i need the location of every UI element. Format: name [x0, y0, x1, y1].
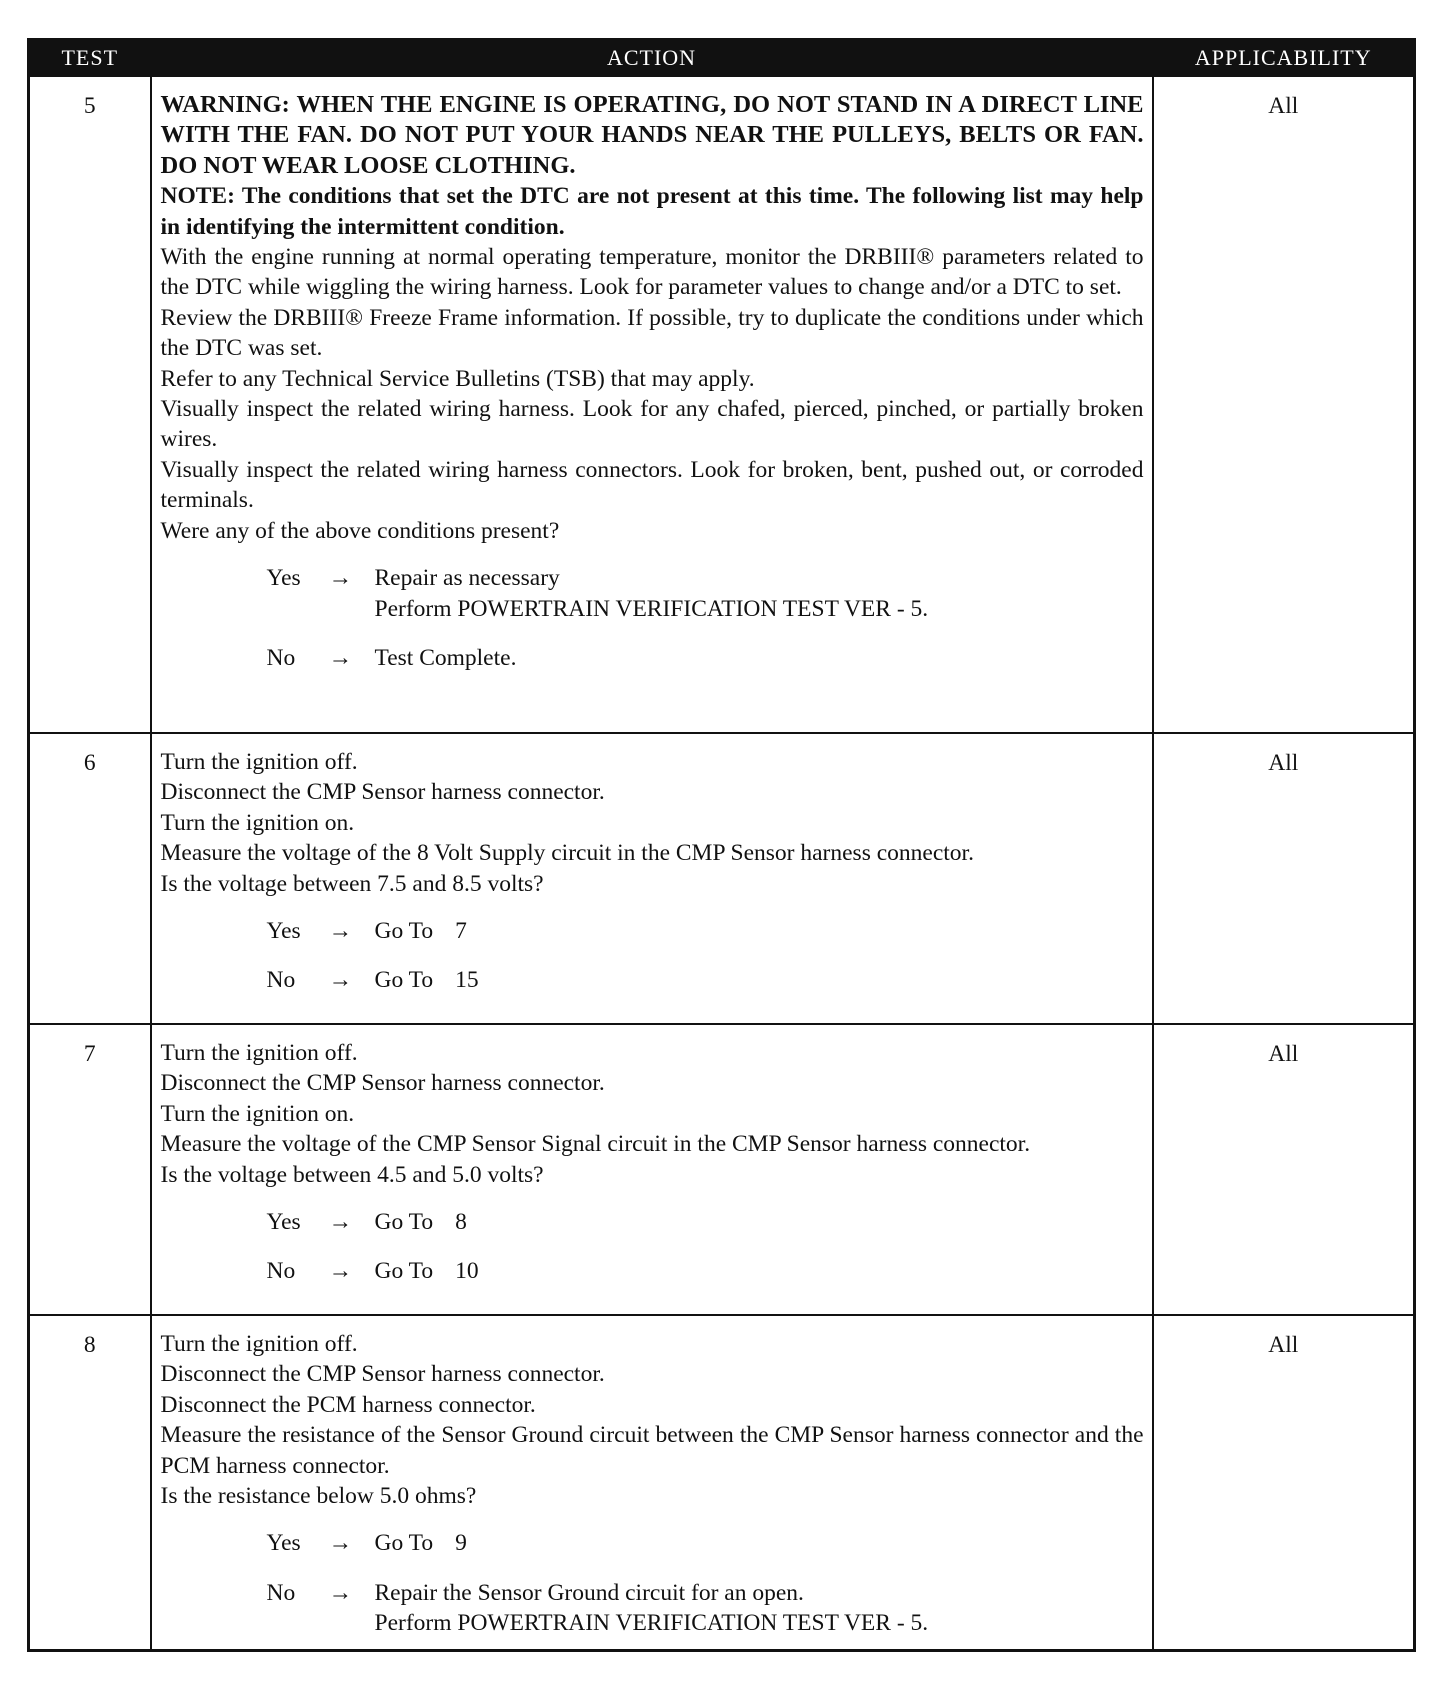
goto-label: Go To [374, 1258, 434, 1285]
goto-test-number: 8 [455, 1209, 467, 1236]
no-label: No [266, 1258, 296, 1285]
table-header-row [29, 40, 1415, 77]
no-result [375, 643, 517, 673]
applicability-value: All [1153, 733, 1415, 1024]
applicability-value: All [1153, 1315, 1415, 1651]
yes-answer [267, 1528, 1144, 1558]
yes-answer [267, 916, 1144, 946]
no-result [375, 1578, 929, 1639]
action-step: Disconnect the CMP Sensor harness connector. [160, 1361, 605, 1388]
goto-label: Go To [374, 967, 434, 994]
no-label: No [266, 1579, 296, 1606]
action-step: Disconnect the CMP Sensor harness connector. [160, 779, 605, 806]
action-step: Turn the ignition on. [160, 1100, 355, 1127]
no-label: No [266, 644, 296, 671]
table-row [29, 76, 1415, 733]
action-step: Visually inspect the related wiring harness connectors. Look for broken, bent, pushed out, or corroded terminals. [160, 456, 1144, 514]
right-arrow-icon: → [328, 967, 352, 994]
warning-text: WARNING: WHEN THE ENGINE IS OPERATING, DO NOT STAND IN A DIRECT LINE WITH THE FAN. DO NOT PUT YOUR HANDS NEAR THE PULLEYS, BELTS OR FAN. DO NOT WEAR LOOSE CLOTHING. [160, 91, 1144, 179]
action-step: Visually inspect the related wiring harness. Look for any chafed, pierced, pinched, or partially broken wires. [160, 396, 1144, 453]
yes-answer [267, 1207, 1144, 1237]
action-step: Turn the ignition on. [160, 809, 355, 836]
goto-test-number: 9 [455, 1530, 467, 1557]
header-test: TEST [29, 40, 151, 77]
action-step: Measure the voltage of the CMP Sensor Signal circuit in the CMP Sensor harness connector. [160, 1131, 1031, 1158]
applicability-value: All [1153, 76, 1415, 733]
action-cell [151, 733, 1153, 1024]
test-number: 6 [29, 733, 151, 1024]
no-result-line: Repair the Sensor Ground circuit for an open. [374, 1579, 804, 1606]
action-cell [151, 76, 1153, 733]
no-result-line: Perform POWERTRAIN VERIFICATION TEST VER - 5. [374, 1610, 929, 1637]
answer-list [267, 1207, 1144, 1287]
header-applicability: APPLICABILITY [1153, 40, 1415, 77]
no-answer [267, 965, 1144, 995]
diagnostic-test-table [27, 38, 1416, 1652]
yes-result [375, 1528, 467, 1558]
action-step: Disconnect the PCM harness connector. [160, 1391, 536, 1418]
goto-label: Go To [374, 1209, 434, 1236]
test-number: 8 [29, 1315, 151, 1651]
answer-list [267, 563, 1144, 673]
yes-label: Yes [266, 918, 301, 945]
goto-label: Go To [374, 918, 434, 945]
yes-answer [267, 563, 1144, 624]
right-arrow-icon: → [328, 1258, 352, 1285]
answer-list [267, 1528, 1144, 1638]
action-step: Turn the ignition off. [160, 749, 358, 775]
right-arrow-icon: → [328, 1579, 352, 1606]
test-number: 7 [29, 1024, 151, 1315]
right-arrow-icon: → [328, 1530, 352, 1557]
table-row [29, 1315, 1415, 1651]
test-number: 5 [29, 76, 151, 733]
no-answer [267, 1578, 1144, 1639]
right-arrow-icon: → [328, 644, 352, 671]
applicability-value: All [1153, 1024, 1415, 1315]
action-step: Disconnect the CMP Sensor harness connector. [160, 1070, 605, 1097]
goto-test-number: 15 [455, 967, 479, 994]
yes-result [375, 1207, 467, 1237]
goto-label: Go To [374, 1530, 434, 1557]
no-result [375, 965, 479, 995]
no-answer [267, 1256, 1144, 1286]
action-step: Turn the ignition off. [160, 1331, 358, 1357]
action-question: Is the resistance below 5.0 ohms? [160, 1483, 477, 1510]
right-arrow-icon: → [328, 565, 352, 592]
answer-list [267, 916, 1144, 996]
no-result [375, 1256, 479, 1286]
yes-label: Yes [266, 565, 301, 592]
right-arrow-icon: → [328, 1209, 352, 1236]
action-question: Is the voltage between 4.5 and 5.0 volts? [160, 1161, 544, 1188]
yes-label: Yes [266, 1530, 301, 1557]
action-step: Review the DRBIII® Freeze Frame information. If possible, try to duplicate the conditions under which the DTC was set. [160, 304, 1144, 362]
yes-result-line: Repair as necessary [374, 565, 560, 592]
yes-result-line: Perform POWERTRAIN VERIFICATION TEST VER - 5. [374, 595, 929, 622]
goto-test-number: 10 [455, 1258, 479, 1285]
goto-test-number: 7 [455, 918, 467, 945]
action-step: Turn the ignition off. [160, 1040, 358, 1066]
action-question: Were any of the above conditions present? [160, 517, 560, 544]
yes-label: Yes [266, 1209, 301, 1236]
yes-result [375, 916, 467, 946]
action-question: Is the voltage between 7.5 and 8.5 volts? [160, 870, 544, 897]
action-step: Measure the voltage of the 8 Volt Supply circuit in the CMP Sensor harness connector. [160, 840, 974, 867]
note-text: NOTE: The conditions that set the DTC are not present at this time. The following list may help in identifying the intermittent condition. [160, 183, 1144, 240]
right-arrow-icon: → [328, 918, 352, 945]
table-row [29, 1024, 1415, 1315]
no-answer [267, 643, 1144, 673]
no-label: No [266, 967, 296, 994]
no-result-line: Test Complete. [374, 644, 517, 671]
action-cell [151, 1024, 1153, 1315]
action-step: Measure the resistance of the Sensor Ground circuit between the CMP Sensor harness connector and the PCM harness connector. [160, 1422, 1144, 1479]
table-row [29, 733, 1415, 1024]
action-cell [151, 1315, 1153, 1651]
action-step: Refer to any Technical Service Bulletins (TSB) that may apply. [160, 365, 755, 392]
header-action: ACTION [151, 40, 1153, 77]
yes-result [375, 563, 929, 624]
action-step: With the engine running at normal operating temperature, monitor the DRBIII® parameters related to the DTC while wiggling the wiring harness. Look for parameter values to change and/or a DTC to set. [160, 244, 1144, 301]
